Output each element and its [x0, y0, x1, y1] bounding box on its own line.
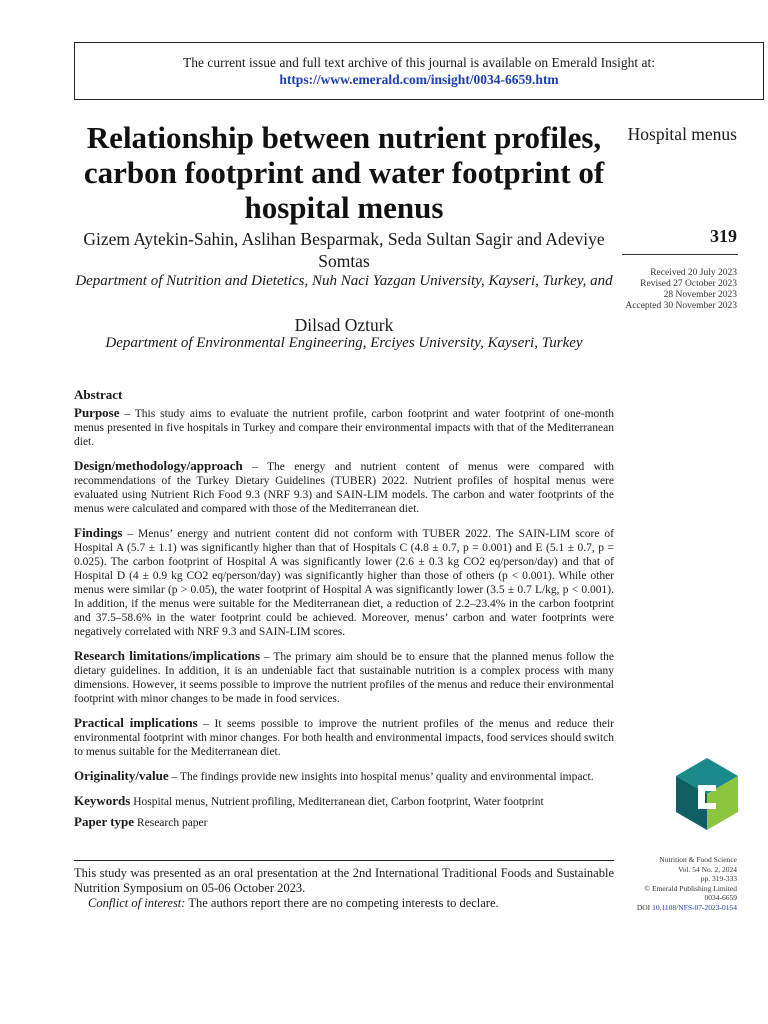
- journal-doi: [590, 903, 737, 913]
- findings-text: – Menus’ energy and nutrient content did not conform with TUBER 2022. The SAIN-LIM score of Hospital A (5.7 ± 1.1) was significantly higher than that of Hospitals C (4.8 ± 0.7, p = 0.001) and E (5.1 ± 0.7, p = 0.025). The carbon footprint of Hospital A was significantly lower (2.6 ± 0.3 kg CO2 eq/person/day) and that of Hospital D (4 ± 0.9 kg CO2 eq/person/day) was significantly higher than those of others (p < 0.001). While other menus were similar (p > 0.05), the water footprint of Hospital A was significantly lower (3.5 ± 0.7 L/kg, p < 0.001). In addition, if the menus were suitable for the Mediterranean diet, a reduction of 2.2–23.4% in the carbon footprint and 37.5–58.6% in the water footprint could be achieved. Moreover, menus’ carbon and water footprints were negatively correlated with NRF 9.3 and SAIN-LIM scores.: [74, 528, 614, 638]
- abstract-design: [74, 459, 614, 516]
- design-text: – The energy and nutrient content of menus were compared with recommendations of the Turkey Dietary Guidelines (TUBER) 2022. Nutrient profiles of hospital menus were evaluated using Nutrient Rich Food 9.3 (NRF 9.3) and SAIN-LIM models. The carbon and water footprints of the menus were calculated and compared with those of the Mediterranean diet.: [74, 461, 614, 515]
- paper-type-label: Paper type: [74, 814, 135, 829]
- running-head: Hospital menus: [627, 124, 737, 144]
- abstract-findings: [74, 526, 614, 639]
- abstract-section: [74, 388, 614, 840]
- conflict-of-interest: [74, 896, 614, 911]
- affiliation-secondary: Department of Environmental Engineering, Erciyes University, Kayseri, Turkey: [105, 335, 583, 351]
- footnote-divider: [74, 860, 614, 861]
- journal-name: Nutrition & Food Science: [659, 855, 737, 864]
- doi-label: DOI: [636, 902, 651, 912]
- purpose-label: Purpose: [74, 405, 120, 420]
- abstract-keywords: [74, 794, 614, 809]
- abstract-practical: [74, 716, 614, 759]
- abstract-purpose: [74, 406, 614, 449]
- journal-issn: 0034-6659: [704, 893, 737, 902]
- design-label: Design/methodology/approach: [74, 458, 243, 473]
- archive-notice-text: The current issue and full text archive of this journal is available on Emerald Insight at:: [183, 55, 655, 70]
- abstract-originality: [74, 769, 614, 784]
- article-history: [600, 268, 737, 312]
- journal-archive-link[interactable]: https://www.emerald.com/insight/0034-6659.htm: [279, 72, 559, 87]
- author-list-secondary: Dilsad Ozturk: [294, 315, 394, 335]
- affiliation-primary: Department of Nutrition and Dietetics, Nuh Naci Yazgan University, Kayseri, Turkey, and: [75, 273, 613, 289]
- abstract-paper-type: [74, 815, 614, 830]
- originality-label: Originality/value: [74, 768, 169, 783]
- limitations-text: – The primary aim should be to ensure that the planned menus follow the dietary guidelines. In addition, it is an undeniable fact that sustainable nutrition is a complex process with many dimensions. However, it seems possible to improve the nutrient profiles of the menus and reduce their environmental footprint with minor changes to be made in food services.: [74, 651, 614, 705]
- keywords-label: Keywords: [74, 793, 131, 808]
- journal-info: [590, 855, 737, 912]
- emerald-crossmark-icon[interactable]: [676, 758, 738, 830]
- sidebar-divider: [622, 254, 738, 255]
- limitations-label: Research limitations/implications: [74, 648, 261, 663]
- revised-date-2: 28 November 2023: [663, 290, 737, 300]
- abstract-limitations: [74, 649, 614, 706]
- page-number: 319: [710, 226, 737, 246]
- archive-notice-box: [74, 42, 764, 100]
- practical-text: – It seems possible to improve the nutrient profiles of the menus and reduce their environmental footprint with minor changes. For both health and environmental impacts, food services should switch to menus suitable for the Mediterranean diet.: [74, 718, 615, 758]
- received-date: Received 20 July 2023: [650, 268, 737, 278]
- journal-volume: Vol. 54 No. 2, 2024: [678, 864, 737, 874]
- doi-link[interactable]: 10.1108/NFS-07-2023-0154: [652, 902, 737, 912]
- journal-pages: pp. 319-333: [700, 874, 737, 883]
- paper-type-text: Research paper: [136, 817, 208, 829]
- journal-copyright: © Emerald Publishing Limited: [644, 883, 737, 893]
- originality-text: – The findings provide new insights into hospital menus’ quality and environmental impact.: [168, 771, 594, 783]
- keywords-text: Hospital menus, Nutrient profiling, Mediterranean diet, Carbon footprint, Water footprint: [133, 796, 544, 808]
- findings-label: Findings: [74, 525, 123, 540]
- author-list-primary: Gizem Aytekin-Sahin, Aslihan Besparmak, Seda Sultan Sagir and Adeviye Somtas: [83, 229, 605, 271]
- coi-label: Conflict of interest:: [88, 896, 186, 910]
- abstract-heading: Abstract: [74, 387, 123, 402]
- coi-text: The authors report there are no competing interests to declare.: [185, 896, 499, 910]
- article-title: Relationship between nutrient profiles, carbon footprint and water footprint of hospital menus: [83, 120, 605, 225]
- revised-date-1: Revised 27 October 2023: [640, 279, 737, 289]
- accepted-date: Accepted 30 November 2023: [625, 301, 737, 311]
- purpose-text: – This study aims to evaluate the nutrient profile, carbon footprint and water footprint of one-month menus presented in five hospitals in Turkey and compare their environmental impacts with that of the Mediterranean diet.: [74, 408, 614, 448]
- practical-label: Practical implications: [74, 715, 198, 730]
- footnote: [74, 866, 614, 911]
- presentation-note: This study was presented as an oral presentation at the 2nd International Traditional Foods and Sustainable Nutrition Symposium on 05-06 October 2023.: [74, 866, 614, 895]
